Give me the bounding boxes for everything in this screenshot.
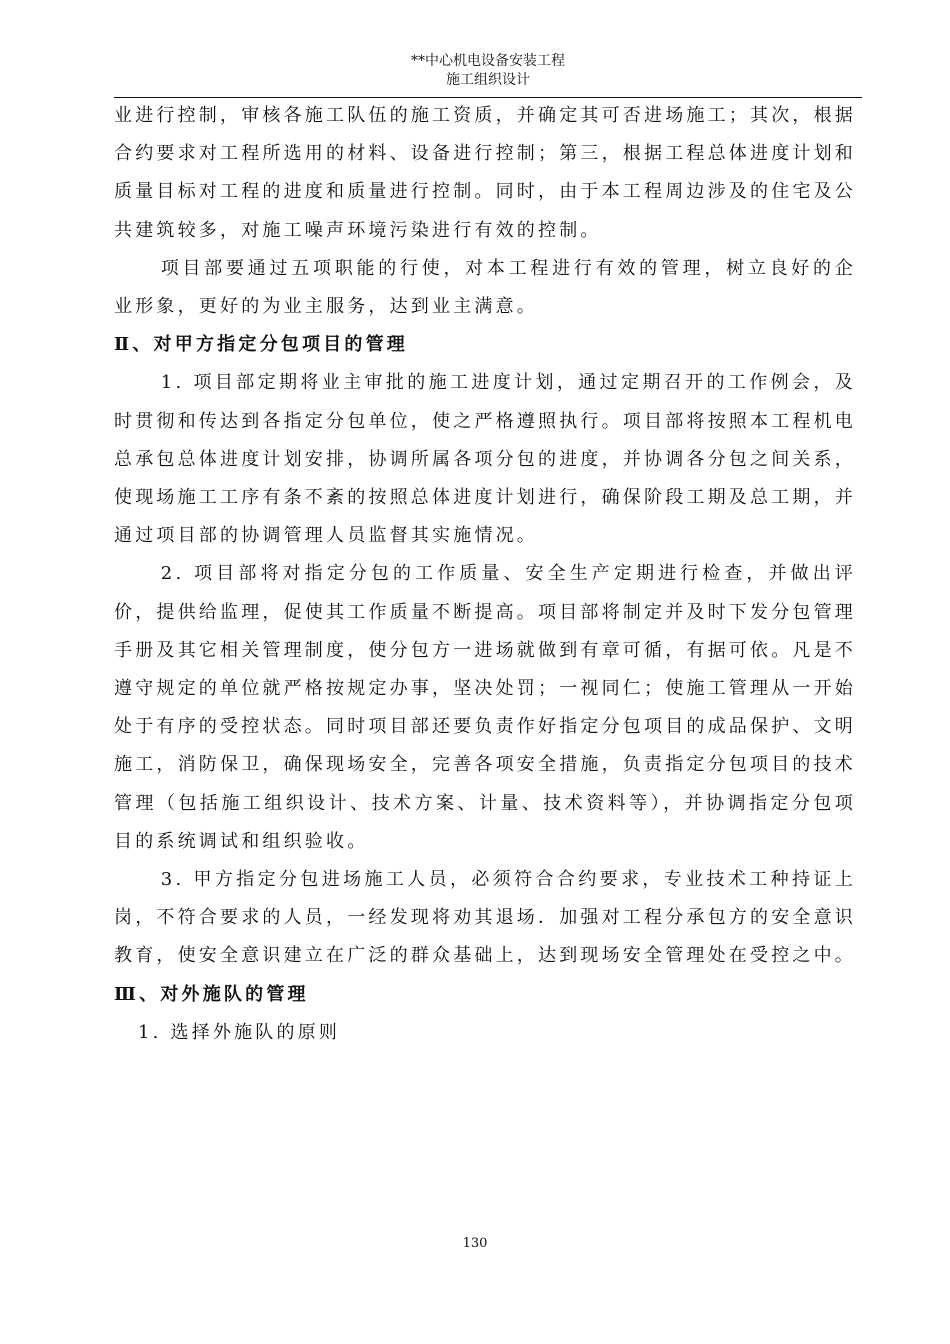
page-number: 130 bbox=[462, 1236, 488, 1251]
section-heading-outsourced-teams: Ⅲ、对外施队的管理 bbox=[114, 983, 309, 1005]
header-title: **中心机电设备安装工程 bbox=[411, 53, 565, 69]
paragraph-five-functions: 项目部要通过五项职能的行使，对本工程进行有效的管理，树立良好的企业形象，更好的为业主服务，达到业主满意。 bbox=[114, 257, 856, 318]
page-header bbox=[114, 52, 862, 90]
paragraph-item-3: 3. 甲方指定分包进场施工人员，必须符合合约要求，专业技术工种持证上岗，不符合要求的人员，一经发现将劝其退场．加强对工程分承包方的安全意识教育，使安全意识建立在广泛的群众基础上，达到现场安全管理处在受控之中。 bbox=[114, 869, 856, 967]
paragraph-item-1: 1. 项目部定期将业主审批的施工进度计划，通过定期召开的工作例会，及时贯彻和传达到各指定分包单位，使之严格遵照执行。项目部将按照本工程机电总承包总体进度计划安排，协调所属各项分包的进度，并协调各分包之间关系，使现场施工工序有条不紊的按照总体进度计划进行，确保阶段工期及总工期，并通过项目部的协调管理人员监督其实施情况。 bbox=[114, 372, 856, 547]
list-item-selection-principle: 1. 选择外施队的原则 bbox=[138, 1021, 341, 1043]
section-heading-subcontract: Ⅱ、对甲方指定分包项目的管理 bbox=[114, 334, 408, 356]
paragraph-continuation: 业进行控制，审核各施工队伍的施工资质，并确定其可否进场施工；其次，根据合约要求对工程所选用的材料、设备进行控制；第三，根据工程总体进度计划和质量目标对工程的进度和质量进行控制。同时，由于本工程周边涉及的住宅及公共建筑较多，对施工噪声环境污染进行有效的控制。 bbox=[114, 105, 856, 241]
header-subtitle: 施工组织设计 bbox=[446, 72, 530, 88]
document-body bbox=[114, 97, 856, 1052]
paragraph-item-2: 2. 项目部将对指定分包的工作质量、安全生产定期进行检查，并做出评价，提供给监理，促使其工作质量不断提高。项目部将制定并及时下发分包管理手册及其它相关管理制度，使分包方一进场就做到有章可循，有据可依。凡是不遵守规定的单位就严格按规定办事，坚决处罚；一视同仁；使施工管理从一开始处于有序的受控状态。同时项目部还要负责作好指定分包项目的成品保护、文明施工，消防保卫，确保现场安全，完善各项安全措施，负责指定分包项目的技术管理（包括施工组织设计、技术方案、计量、技术资料等），并协调指定分包项目的系统调试和组织验收。 bbox=[114, 563, 856, 852]
